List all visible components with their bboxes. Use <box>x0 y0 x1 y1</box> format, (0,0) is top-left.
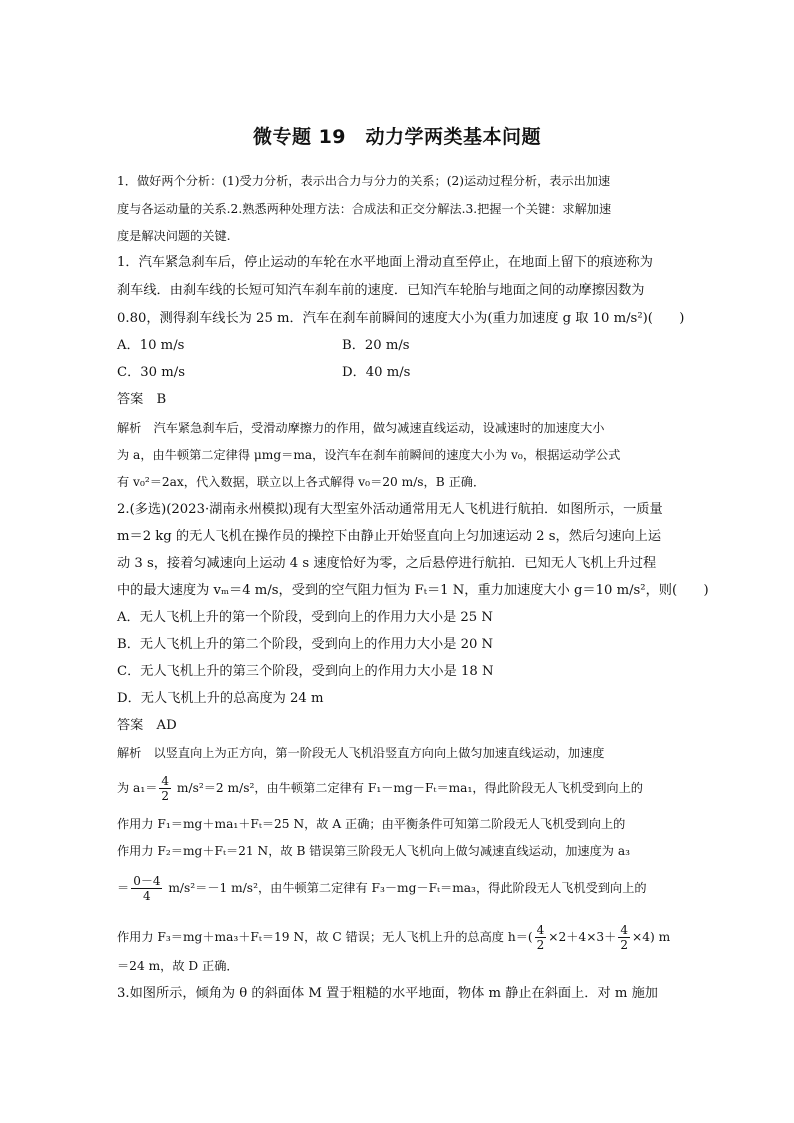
eq3-fraction-2 <box>618 923 630 952</box>
eq3-denominator-2: 2 <box>620 938 628 952</box>
eq2-denominator: 4 <box>143 889 151 903</box>
eq3-numerator-2: 4 <box>620 923 628 937</box>
eq2-numerator: 0－4 <box>133 874 161 888</box>
eq3-fraction-1 <box>535 923 547 952</box>
eq1-denominator: 2 <box>161 789 170 803</box>
q1-option-d: D．40 m/s <box>342 365 411 380</box>
intro-line-1: 1．做好两个分析：(1)受力分析，表示出合力与分力的关系；(2)运动过程分析，表示出加速 <box>117 174 611 188</box>
q1-option-row-1 <box>117 337 410 355</box>
q2-analysis-4: ＝24 m，故 D 正确． <box>117 959 239 973</box>
intro-line-2: 度与各运动量的关系.2.熟悉两种处理方法：合成法和正交分解法.3.把握一个关键：求解加速 <box>117 202 612 216</box>
eq3-numerator-1: 4 <box>536 923 545 937</box>
eq1-pre: 为 a₁＝ <box>117 781 158 795</box>
q2-analysis-2: 作用力 F₁＝mg＋ma₁＋Fₜ＝25 N，故 A 正确；由平衡条件可知第二阶段无人飞机受到向上的 <box>117 817 626 831</box>
q1-option-c: C．30 m/s <box>117 365 185 380</box>
q1-answer: 答案 B <box>117 392 167 407</box>
q2-analysis-eq2 <box>117 874 647 903</box>
eq2-fraction <box>131 874 162 903</box>
eq3-mid: ×2＋4×3＋ <box>548 930 617 944</box>
eq3-pre: 作用力 F₃＝mg＋ma₃＋Fₜ＝19 N，故 C 错误；无人飞机上升的总高度 h＝( <box>117 930 533 944</box>
q2-answer: 答案 AD <box>117 718 177 733</box>
q1-analysis-1: 解析 汽车紧急刹车后，受滑动摩擦力的作用，做匀减速直线运动，设减速时的加速度大小 <box>117 421 605 435</box>
eq1-post: m/s²＝2 m/s²，由牛顿第二定律有 F₁－mg－Fₜ＝ma₁，得此阶段无人飞机受到向上的 <box>173 781 643 795</box>
intro-line-3: 度是解决问题的关键. <box>117 229 231 243</box>
eq3-denominator-1: 2 <box>536 938 545 952</box>
eq3-post: ×4) m <box>632 930 671 944</box>
q2-line-3: 动 3 s，接着匀减速向上运动 4 s 速度恰好为零，之后悬停进行航拍．已知无人飞机上升过程 <box>117 556 657 571</box>
eq1-numerator: 4 <box>161 774 170 788</box>
eq1-fraction <box>159 774 171 803</box>
q1-line-1: 1．汽车紧急刹车后，停止运动的车轮在水平地面上滑动直至停止，在地面上留下的痕迹称为 <box>117 255 653 270</box>
q3-line-1: 3.如图所示，倾角为 θ 的斜面体 M 置于粗糙的水平地面，物体 m 静止在斜面上．对 m 施加 <box>117 986 658 1001</box>
eq2-post: m/s²＝－1 m/s²，由牛顿第二定律有 F₃－mg－Fₜ＝ma₃，得此阶段无人飞机受到向上的 <box>164 881 647 895</box>
q1-line-3: 0.80，测得刹车线长为 25 m．汽车在刹车前瞬间的速度大小为(重力加速度 g 取 10 m/s²)( ) <box>117 311 685 326</box>
q2-option-c: C．无人飞机上升的第三个阶段，受到向上的作用力大小是 18 N <box>117 664 494 679</box>
q1-option-a: A．10 m/s <box>117 338 185 353</box>
q1-analysis-3: 有 v₀²＝2ax，代入数据，联立以上各式解得 v₀＝20 m/s，B 正确． <box>117 475 486 489</box>
q1-line-2: 刹车线．由刹车线的长短可知汽车刹车前的速度．已知汽车轮胎与地面之间的动摩擦因数为 <box>117 283 645 298</box>
q2-line-4: 中的最大速度为 vₘ＝4 m/s，受到的空气阻力恒为 Fₜ＝1 N，重力加速度大小 g＝10 m/s²，则( ) <box>117 583 709 598</box>
q1-analysis-2: 为 a，由牛顿第二定律得 μmg＝ma，设汽车在刹车前瞬间的速度大小为 v₀，根据运动学公式 <box>117 448 621 462</box>
eq2-pre: ＝ <box>117 881 130 895</box>
page-title: 微专题 19 动力学两类基本问题 <box>252 126 542 148</box>
q2-analysis-eq1 <box>117 774 643 803</box>
q2-option-b: B．无人飞机上升的第二个阶段，受到向上的作用力大小是 20 N <box>117 637 494 652</box>
q2-analysis-3: 作用力 F₂＝mg＋Fₜ＝21 N，故 B 错误第三阶段无人飞机向上做匀减速直线运动，加速度为 a₃ <box>117 844 630 858</box>
q2-option-d: D．无人飞机上升的总高度为 24 m <box>117 691 324 706</box>
q2-line-1: 2.(多选)(2023·湖南永州模拟)现有大型室外活动通常用无人飞机进行航拍．如图所示，一质量 <box>117 502 663 517</box>
q2-line-2: m＝2 kg 的无人飞机在操作员的操控下由静止开始竖直向上匀加速运动 2 s，然后匀速向上运 <box>117 529 662 544</box>
q2-option-a: A．无人飞机上升的第一个阶段，受到向上的作用力大小是 25 N <box>117 610 493 625</box>
q1-option-b: B．20 m/s <box>342 338 410 353</box>
q2-analysis-1: 解析 以竖直向上为正方向，第一阶段无人飞机沿竖直方向向上做匀加速直线运动，加速度 <box>117 746 605 760</box>
q2-analysis-eq3 <box>117 923 670 952</box>
q1-option-row-2 <box>117 364 411 382</box>
